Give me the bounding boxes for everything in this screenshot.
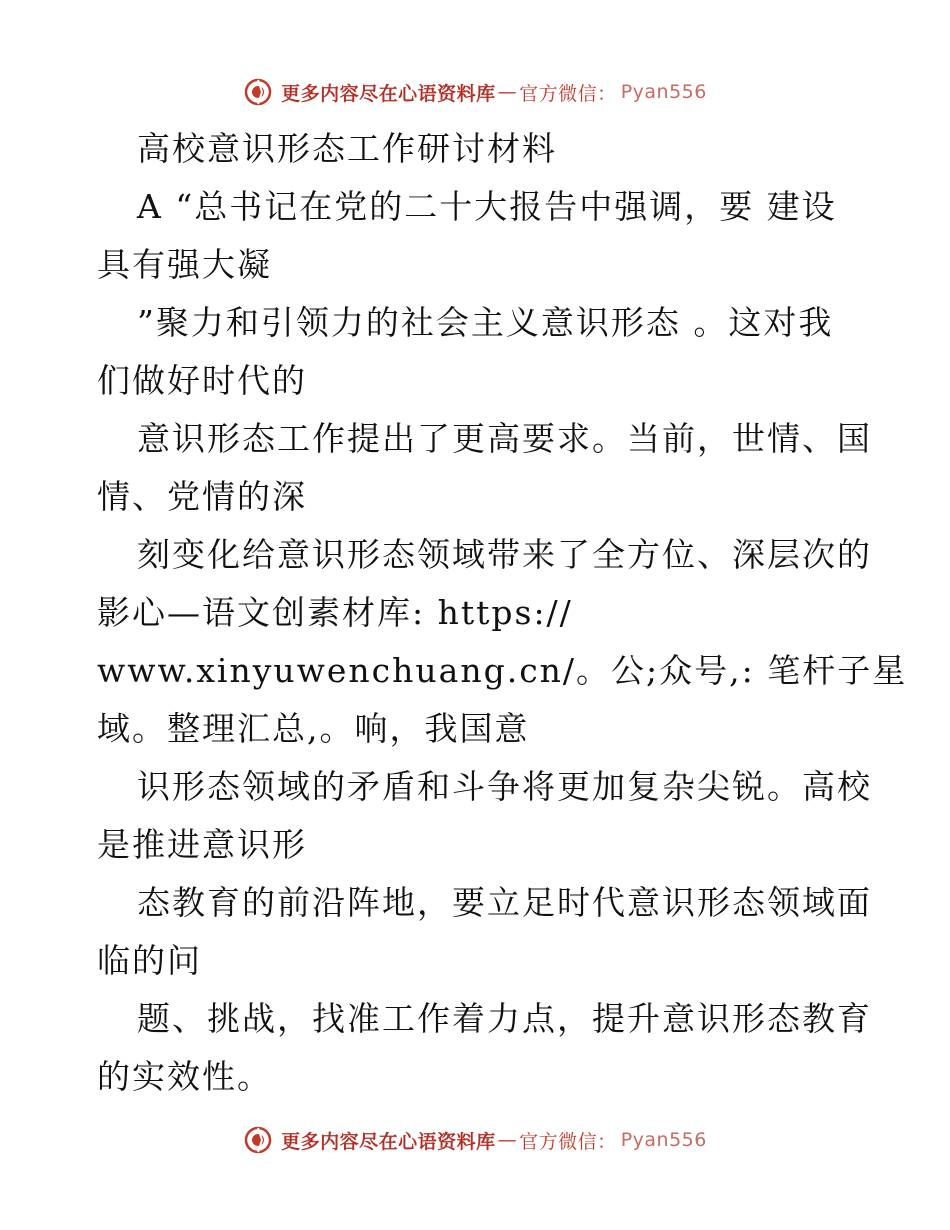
paragraph-line: 具有强大凝: [97, 245, 272, 284]
paragraph-line: 题、挑战，找准工作着力点，提升意识形态教育: [137, 999, 872, 1038]
banner-weixin-id: Pyan556: [620, 81, 707, 103]
paragraph-line: 临的问: [97, 941, 202, 980]
banner-weixin-label: 官方微信：: [519, 1130, 617, 1153]
paragraph-line: 情、党情的深: [97, 477, 307, 516]
banner-main-text: 更多内容尽在心语资料库: [281, 1130, 496, 1153]
paragraph-line: 的实效性。: [97, 1057, 272, 1096]
paragraph-line: www.xinyuwenchuang.cn/。公;众号,: 笔杆子星: [97, 651, 908, 690]
paragraph-line: 是推进意识形: [97, 825, 307, 864]
paragraph-line: ”聚力和引领力的社会主义意识形态 。这对我: [137, 303, 834, 342]
document-title: 高校意识形态工作研讨材料: [137, 129, 557, 168]
banner-main-text: 更多内容尽在心语资料库: [281, 82, 496, 105]
paragraph-line: 刻变化给意识形态领域带来了全方位、深层次的: [137, 535, 872, 574]
banner-weixin-label: 官方微信：: [519, 82, 617, 105]
footer-banner: [0, 1120, 950, 1160]
banner-separator: —: [497, 81, 518, 103]
banner-weixin-id: Pyan556: [620, 1129, 707, 1151]
paragraph-line: 意识形态工作提出了更高要求。当前，世情、国: [137, 419, 872, 458]
brand-logo-icon: [243, 1125, 273, 1155]
header-banner: [0, 72, 950, 112]
paragraph-line: 域。整理汇总,。响，我国意: [97, 709, 530, 748]
paragraph-line: 态教育的前沿阵地，要立足时代意识形态领域面: [137, 883, 872, 922]
paragraph-line: 识形态领域的矛盾和斗争将更加复杂尖锐。高校: [137, 767, 872, 806]
paragraph-line: 们做好时代的: [97, 361, 307, 400]
banner-separator: —: [497, 1129, 518, 1151]
paragraph-line: A “总书记在党的二十大报告中强调，要 建设: [137, 187, 837, 226]
document-body: [97, 120, 908, 1106]
paragraph-line: 影心—语文创素材库: https://: [97, 593, 573, 632]
brand-logo-icon: [243, 77, 273, 107]
